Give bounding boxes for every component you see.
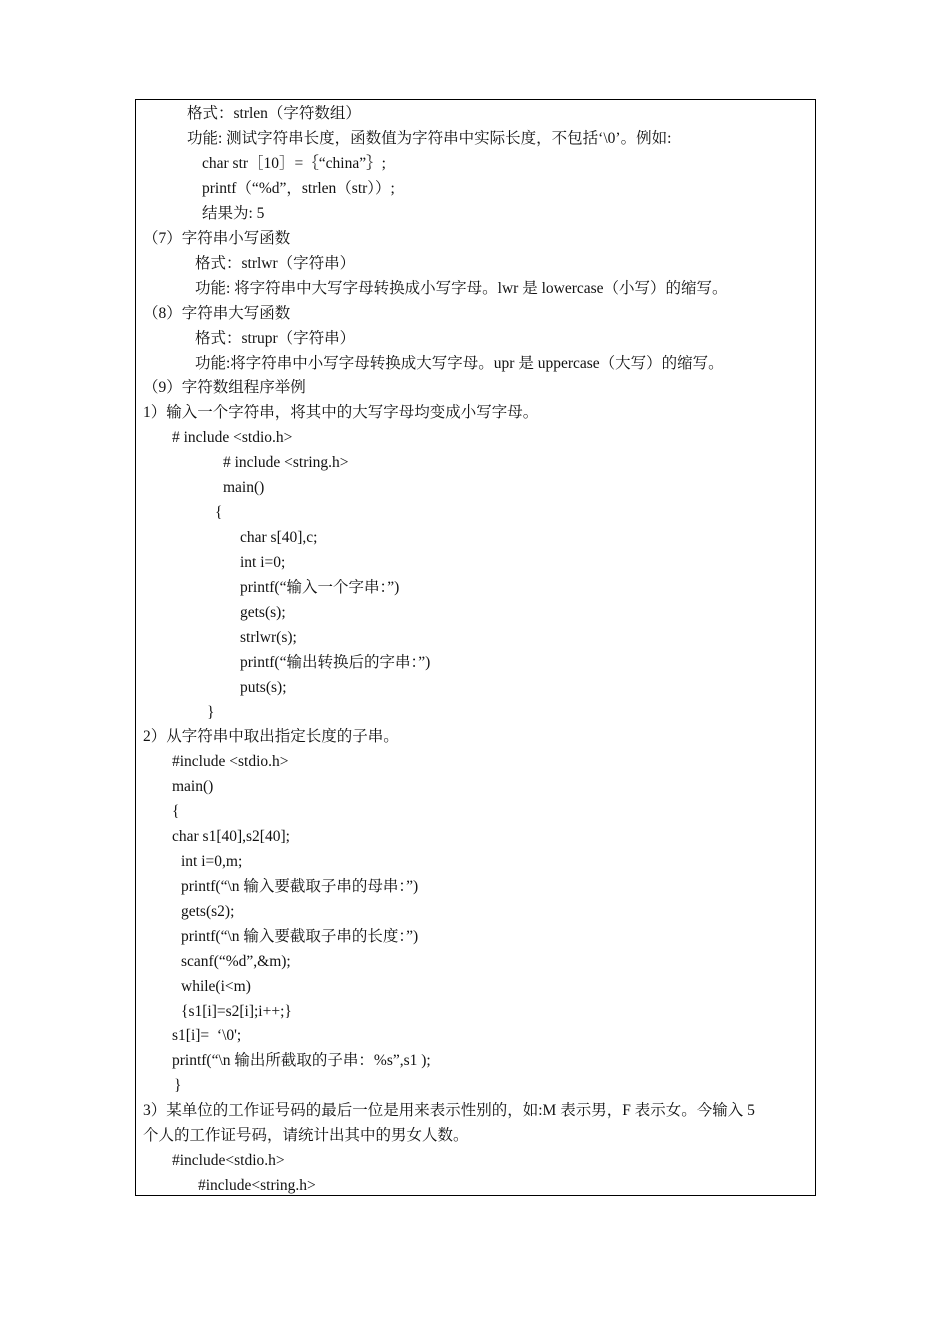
code-line: # include <stdio.h> xyxy=(172,429,293,446)
section-heading-7: （7）字符串小写函数 xyxy=(143,230,291,247)
strupr-format-line: 格式：strupr（字符串） xyxy=(195,330,356,347)
section-heading-8: （8）字符串大写函数 xyxy=(143,305,291,322)
code-line: { xyxy=(172,803,180,820)
example-1-heading: 1）输入一个字符串，将其中的大写字母均变成小写字母。 xyxy=(143,404,539,421)
code-line: char s[40],c; xyxy=(240,529,318,546)
strupr-function-line: 功能:将字符串中小写字母转换成大写字母。upr 是 uppercase（大写）的缩写。 xyxy=(195,355,724,372)
code-line: # include <string.h> xyxy=(223,454,349,471)
code-line: main() xyxy=(172,778,214,795)
example-2-heading: 2）从字符串中取出指定长度的子串。 xyxy=(143,728,399,745)
strlwr-format-line: 格式：strlwr（字符串） xyxy=(195,255,356,272)
code-line: gets(s2); xyxy=(181,903,235,920)
code-line: printf(“\n 输出所截取的子串：%s”,s1 ); xyxy=(172,1052,431,1069)
code-line: printf(“\n 输入要截取子串的母串：”) xyxy=(181,878,419,895)
code-line: #include<stdio.h> xyxy=(172,1152,285,1169)
code-line: while(i<m) xyxy=(181,978,251,995)
code-line: printf(“输入一个字串：”) xyxy=(240,579,400,596)
code-line: gets(s); xyxy=(240,604,286,621)
code-line: scanf(“%d”,&m); xyxy=(181,953,291,970)
code-line: printf（“%d”，strlen（str））; xyxy=(202,180,395,197)
code-line: {s1[i]=s2[i];i++;} xyxy=(181,1003,292,1020)
example-3-heading: 3）某单位的工作证号码的最后一位是用来表示性别的，如:M 表示男，F 表示女。今输入 5 xyxy=(143,1102,755,1119)
code-line: #include<string.h> xyxy=(198,1177,316,1194)
code-line: { xyxy=(215,504,223,521)
code-line: int i=0,m; xyxy=(181,853,243,870)
section-heading-9: （9）字符数组程序举例 xyxy=(143,379,306,396)
code-line: s1[i]= ‘\0'; xyxy=(172,1027,242,1044)
example-3-heading-cont: 个人的工作证号码，请统计出其中的男女人数。 xyxy=(143,1127,469,1144)
code-line: char str［10］=｛“china”｝; xyxy=(202,155,386,172)
code-line: } xyxy=(207,704,215,721)
code-line: int i=0; xyxy=(240,554,286,571)
result-line: 结果为: 5 xyxy=(202,205,265,222)
code-line: printf(“\n 输入要截取子串的长度：”) xyxy=(181,928,419,945)
code-line: #include <stdio.h> xyxy=(172,753,289,770)
code-line: char s1[40],s2[40]; xyxy=(172,828,290,845)
code-line: strlwr(s); xyxy=(240,629,297,646)
strlen-format-line: 格式：strlen（字符数组） xyxy=(187,105,361,122)
code-line: main() xyxy=(223,479,265,496)
code-line: puts(s); xyxy=(240,679,287,696)
code-line: printf(“输出转换后的字串：”) xyxy=(240,654,431,671)
strlen-function-line: 功能: 测试字符串长度，函数值为字符串中实际长度，不包括‘\0’。例如: xyxy=(187,130,672,147)
code-line: } xyxy=(174,1077,182,1094)
strlwr-function-line: 功能: 将字符串中大写字母转换成小写字母。lwr 是 lowercase（小写）的缩写。 xyxy=(195,280,728,297)
